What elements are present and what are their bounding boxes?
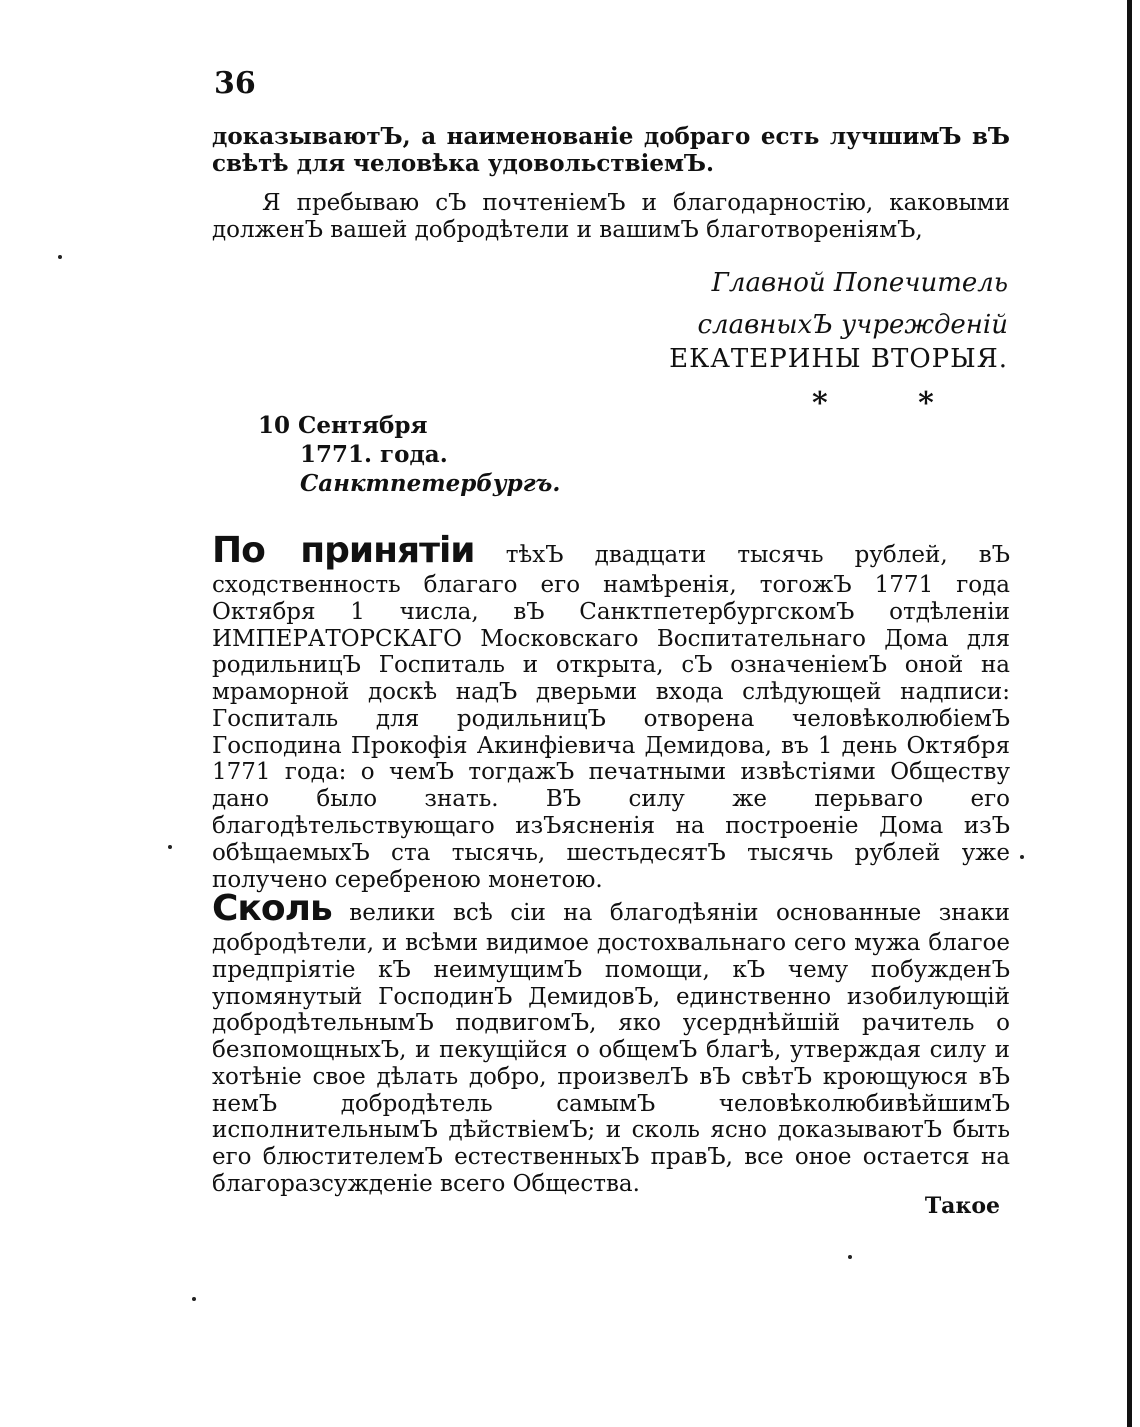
ornament-stars: * *: [812, 386, 974, 421]
respect-paragraph: Я пребываю сЪ почтеніемЪ и благодарностію, каковыми долженЪ вашей добродѣтели и вашимЪ благотвореніямЪ,: [212, 190, 1010, 243]
paragraph-2-lead: Сколь: [212, 888, 332, 929]
closing-paragraph: доказываютЪ, а наименованіе добраго есть лучшимЪ вЪ свѣтѣ для человѣка удовольствіемЪ.: [212, 123, 1010, 177]
scan-speck: [192, 1297, 196, 1301]
date-line-2: 1771. года.: [300, 440, 448, 468]
page-edge-shadow: [1127, 0, 1132, 1427]
body-paragraph-1: [212, 530, 1010, 893]
scan-speck: [1020, 855, 1024, 859]
scan-speck: [848, 1255, 852, 1259]
page-number: 36: [214, 66, 256, 101]
dateline: [258, 412, 560, 498]
signature-line-2: славныхЪ учрежденій: [697, 310, 1008, 340]
paragraph-1-lead: По принятіи: [212, 530, 475, 571]
scan-speck: [58, 255, 62, 259]
paragraph-2-text: велики всѣ сіи на благодѣяніи основанные знаки добродѣтели, и всѣми видимое достохвальнаго сего мужа благое предпріятіе кЪ неимущимЪ помощи, кЪ чему побужденЪ упомянутый ГосподинЪ ДемидовЪ, единственно изобилующій добродѣтельнымЪ подвигомЪ, яко усерднѣйшій рачитель о безпомощныхЪ, и пекущійся о общемЪ благѣ, утверждая силу и хотѣніе свое дѣлать добро, произвелЪ вЪ свѣтЪ кроющуюся вЪ немЪ добродѣтель самымЪ человѣколюбивѣйшимЪ исполнительнымЪ дѣйствіемЪ; и сколь ясно доказываютЪ быть его блюстителемЪ естественныхЪ правЪ, все оное остается на благоразсужденіе всего Общества.: [212, 900, 1010, 1197]
catchword: Такое: [924, 1193, 1000, 1219]
date-line-1: 10 Сентября: [258, 412, 428, 439]
signature-name: ЕКАТЕРИНЫ ВТОРЫЯ.: [669, 344, 1008, 374]
body-paragraph-2: [212, 888, 1010, 1198]
date-line-3: Санктпетербургъ.: [300, 469, 561, 497]
signature-line-1: Главной Попечитель: [711, 268, 1008, 298]
scan-speck: [168, 845, 172, 849]
paragraph-1-text: тѣхЪ двадцати тысячь рублей, вЪ сходственность благаго его намѣренія, тогожЪ 1771 года Октября 1 числа, вЪ СанктпетербургскомЪ отдѣленіи ИМПЕРАТОРСКАГО Московскаго Воспитательнаго Дома для родильницЪ Госпиталь и открыта, сЪ означеніемЪ оной на мраморной доскѣ надЪ дверьми входа слѣдующей надписи: Госпиталь для родильницЪ отворена человѣколюбіемЪ Господина Прокофія Акинфіевича Демидова, въ 1 день Октября 1771 года: о чемЪ тогдажЪ печатными извѣстіями Обществу дано было знать. ВЪ силу же перьваго его благодѣтельствующаго изЪясненія на построеніе Дома изЪ обѣщаемыхЪ ста тысячь, шестьдесятЪ тысячь рублей уже получено серебреною монетою.: [212, 542, 1010, 893]
